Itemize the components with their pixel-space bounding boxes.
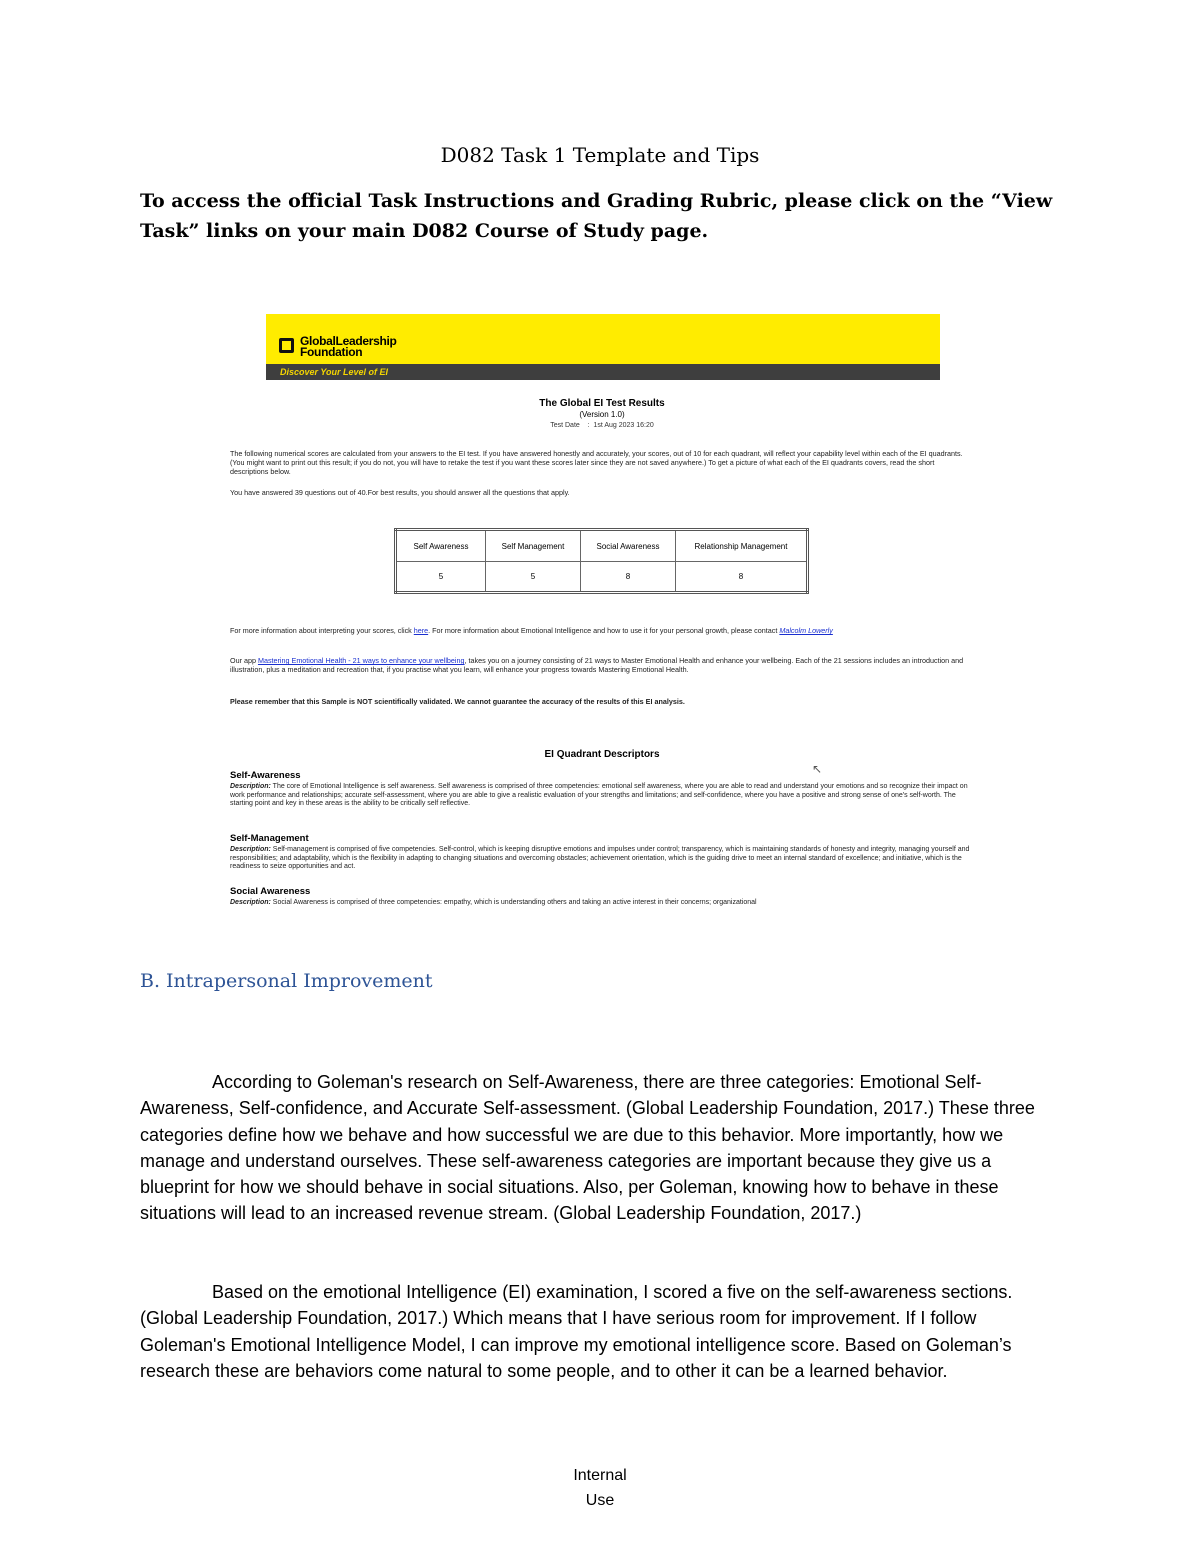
section-heading: B. Intrapersonal Improvement [140, 970, 433, 992]
quadrant-desc-self-management [230, 846, 974, 872]
disclaimer-text: Please remember that this Sample is NOT scientifically validated. We cannot guarantee the accuracy of the results of this EI analysis. [230, 697, 685, 706]
more-info-text [230, 626, 970, 635]
desc-label: Description: [230, 899, 271, 906]
app-pre: Our app [230, 656, 258, 665]
banner-tagline-strip [266, 364, 940, 380]
quadrant-heading-self-management: Self-Management [230, 833, 309, 844]
contact-link[interactable]: Malcolm Lowerly [779, 626, 833, 635]
quadrant-desc-self-awareness [230, 783, 974, 809]
descriptors-title: EI Quadrant Descriptors [544, 749, 660, 760]
ei-test-results-screenshot [222, 312, 982, 912]
document-title: D082 Task 1 Template and Tips [440, 143, 760, 167]
app-promo-text [230, 656, 970, 674]
test-date-label: Test Date [550, 422, 580, 429]
app-post: , takes you on a journey consisting of 21 ways to Master Emotional Health and enhance your wellbeing. Each of the 21 sessions includes an introduction and illustration, plus a meditation and recreation that, if you practise what you learn, will enhance your progress towards Mastering Emotional Health. [230, 656, 964, 674]
desc-text: The core of Emotional Intelligence is self awareness. Self awareness is comprised of three competencies: emotional self awareness, where you are able to read and understand your emotions and so recognize their impact on work performance and relationships; accurate self-assessment, where you are able to give a realistic evaluation of your strengths and limitations; and self-confidence, where you have a positive and strong sense of one's self-worth. The starting point and key in these areas is the ability to be critically self reflective. [230, 783, 968, 808]
app-link[interactable]: Mastering Emotional Health - 21 ways to enhance your wellbeing [257, 656, 465, 665]
desc-label: Description: [230, 846, 271, 853]
quadrant-heading-self-awareness: Self-Awareness [230, 770, 301, 781]
test-date: Test Date : 1st Aug 2023 16:20 [550, 422, 654, 429]
answered-count-text: You have answered 39 questions out of 40.For best results, you should answer all the questions that apply. [230, 488, 570, 497]
access-instructions-note: To access the official Task Instructions and Grading Rubric, please click on the “View Task” links on your main D082 Course of Study page. [140, 190, 1053, 242]
footer-line-1: Internal [573, 1467, 627, 1484]
banner-tagline: Discover Your Level of EI [280, 367, 389, 377]
body-paragraph-2: Based on the emotional Intelligence (EI) examination, I scored a five on the self-awareness sections. (Global Leadership Foundation, 2017.) Which means that I have serious room for improvement. If I follow Goleman's Emotional Intelligence Model, I can improve my emotional intelligence score. Based on Goleman’s research these are behaviors come natural to some people, and to other it can be a learned behavior. [140, 1282, 1013, 1381]
logo-line-1: GlobalLeadership [300, 334, 397, 348]
results-version: (Version 1.0) [579, 410, 625, 419]
desc-label: Description: [230, 783, 271, 790]
test-date-value: 1st Aug 2023 16:20 [593, 422, 654, 429]
mouse-cursor-icon: ↖ [812, 762, 823, 776]
body-paragraph-1: According to Goleman's research on Self-Awareness, there are three categories: Emotional Self-Awareness, Self-confidence, and Accurate Self-assessment. (Global Leadership Foundation, 2017.) These three categories define how we behave and how successful we are due to this behavior. More importantly, how we manage and understand ourselves. These self-awareness categories are important because they give us a blueprint for how we should behave in social situations. Also, per Goleman, knowing how to behave in these situations will lead to an increased revenue stream. (Global Leadership Foundation, 2017.) [140, 1072, 1035, 1224]
score-self-management: 5 [486, 562, 581, 593]
more-info-link[interactable]: here [413, 626, 429, 635]
footer-line-2: Use [585, 1492, 615, 1509]
foundation-logo-icon [279, 338, 294, 353]
results-title: The Global EI Test Results [539, 398, 665, 409]
score-self-awareness: 5 [396, 562, 486, 593]
foundation-banner [266, 314, 940, 364]
results-intro: The following numerical scores are calculated from your answers to the EI test. If you have answered honestly and accurately, your scores, out of 10 for each quadrant, will reflect your capability level within each of the EI quadrants. (You might want to print out this result; if you do not, you will have to retake the test if you want these scores later since they are not saved anywhere.) To get a picture of what each of the EI quadrants covers, read the short descriptions below. [230, 449, 963, 476]
more-info-post: . For more information about Emotional Intelligence and how to use it for your personal growth, please contact [428, 626, 780, 635]
logo-line-2: Foundation [300, 345, 363, 359]
more-info-pre: For more information about interpreting your scores, click [230, 626, 414, 635]
desc-text: Self-management is comprised of five competencies. Self-control, which is keeping disruptive emotions and impulses under control; transparency, which is maintaining standards of honesty and integrity, managing yourself and responsibilities; and adaptability, which is the flexibility in adapting to changing situations and overcoming obstacles; achievement orientation, which is the guiding drive to meet an internal standard of excellence; and initiative, which is the readiness to seize opportunities and act. [230, 846, 970, 871]
quadrant-heading-social-awareness: Social Awareness [230, 886, 311, 897]
desc-text: Social Awareness is comprised of three competencies: empathy, which is understanding others and taking an active interest in their concerns; organizational [270, 899, 757, 906]
score-header-relationship-management: Relationship Management [676, 530, 808, 562]
score-header-self-awareness: Self Awareness [396, 530, 486, 562]
score-social-awareness: 8 [581, 562, 676, 593]
quadrant-desc-social-awareness [230, 899, 974, 908]
score-header-social-awareness: Social Awareness [581, 530, 676, 562]
score-relationship-management: 8 [676, 562, 808, 593]
foundation-logo-text [300, 336, 397, 358]
footer-classification [0, 1463, 1200, 1513]
score-header-self-management: Self Management [486, 530, 581, 562]
ei-score-table [394, 528, 809, 594]
